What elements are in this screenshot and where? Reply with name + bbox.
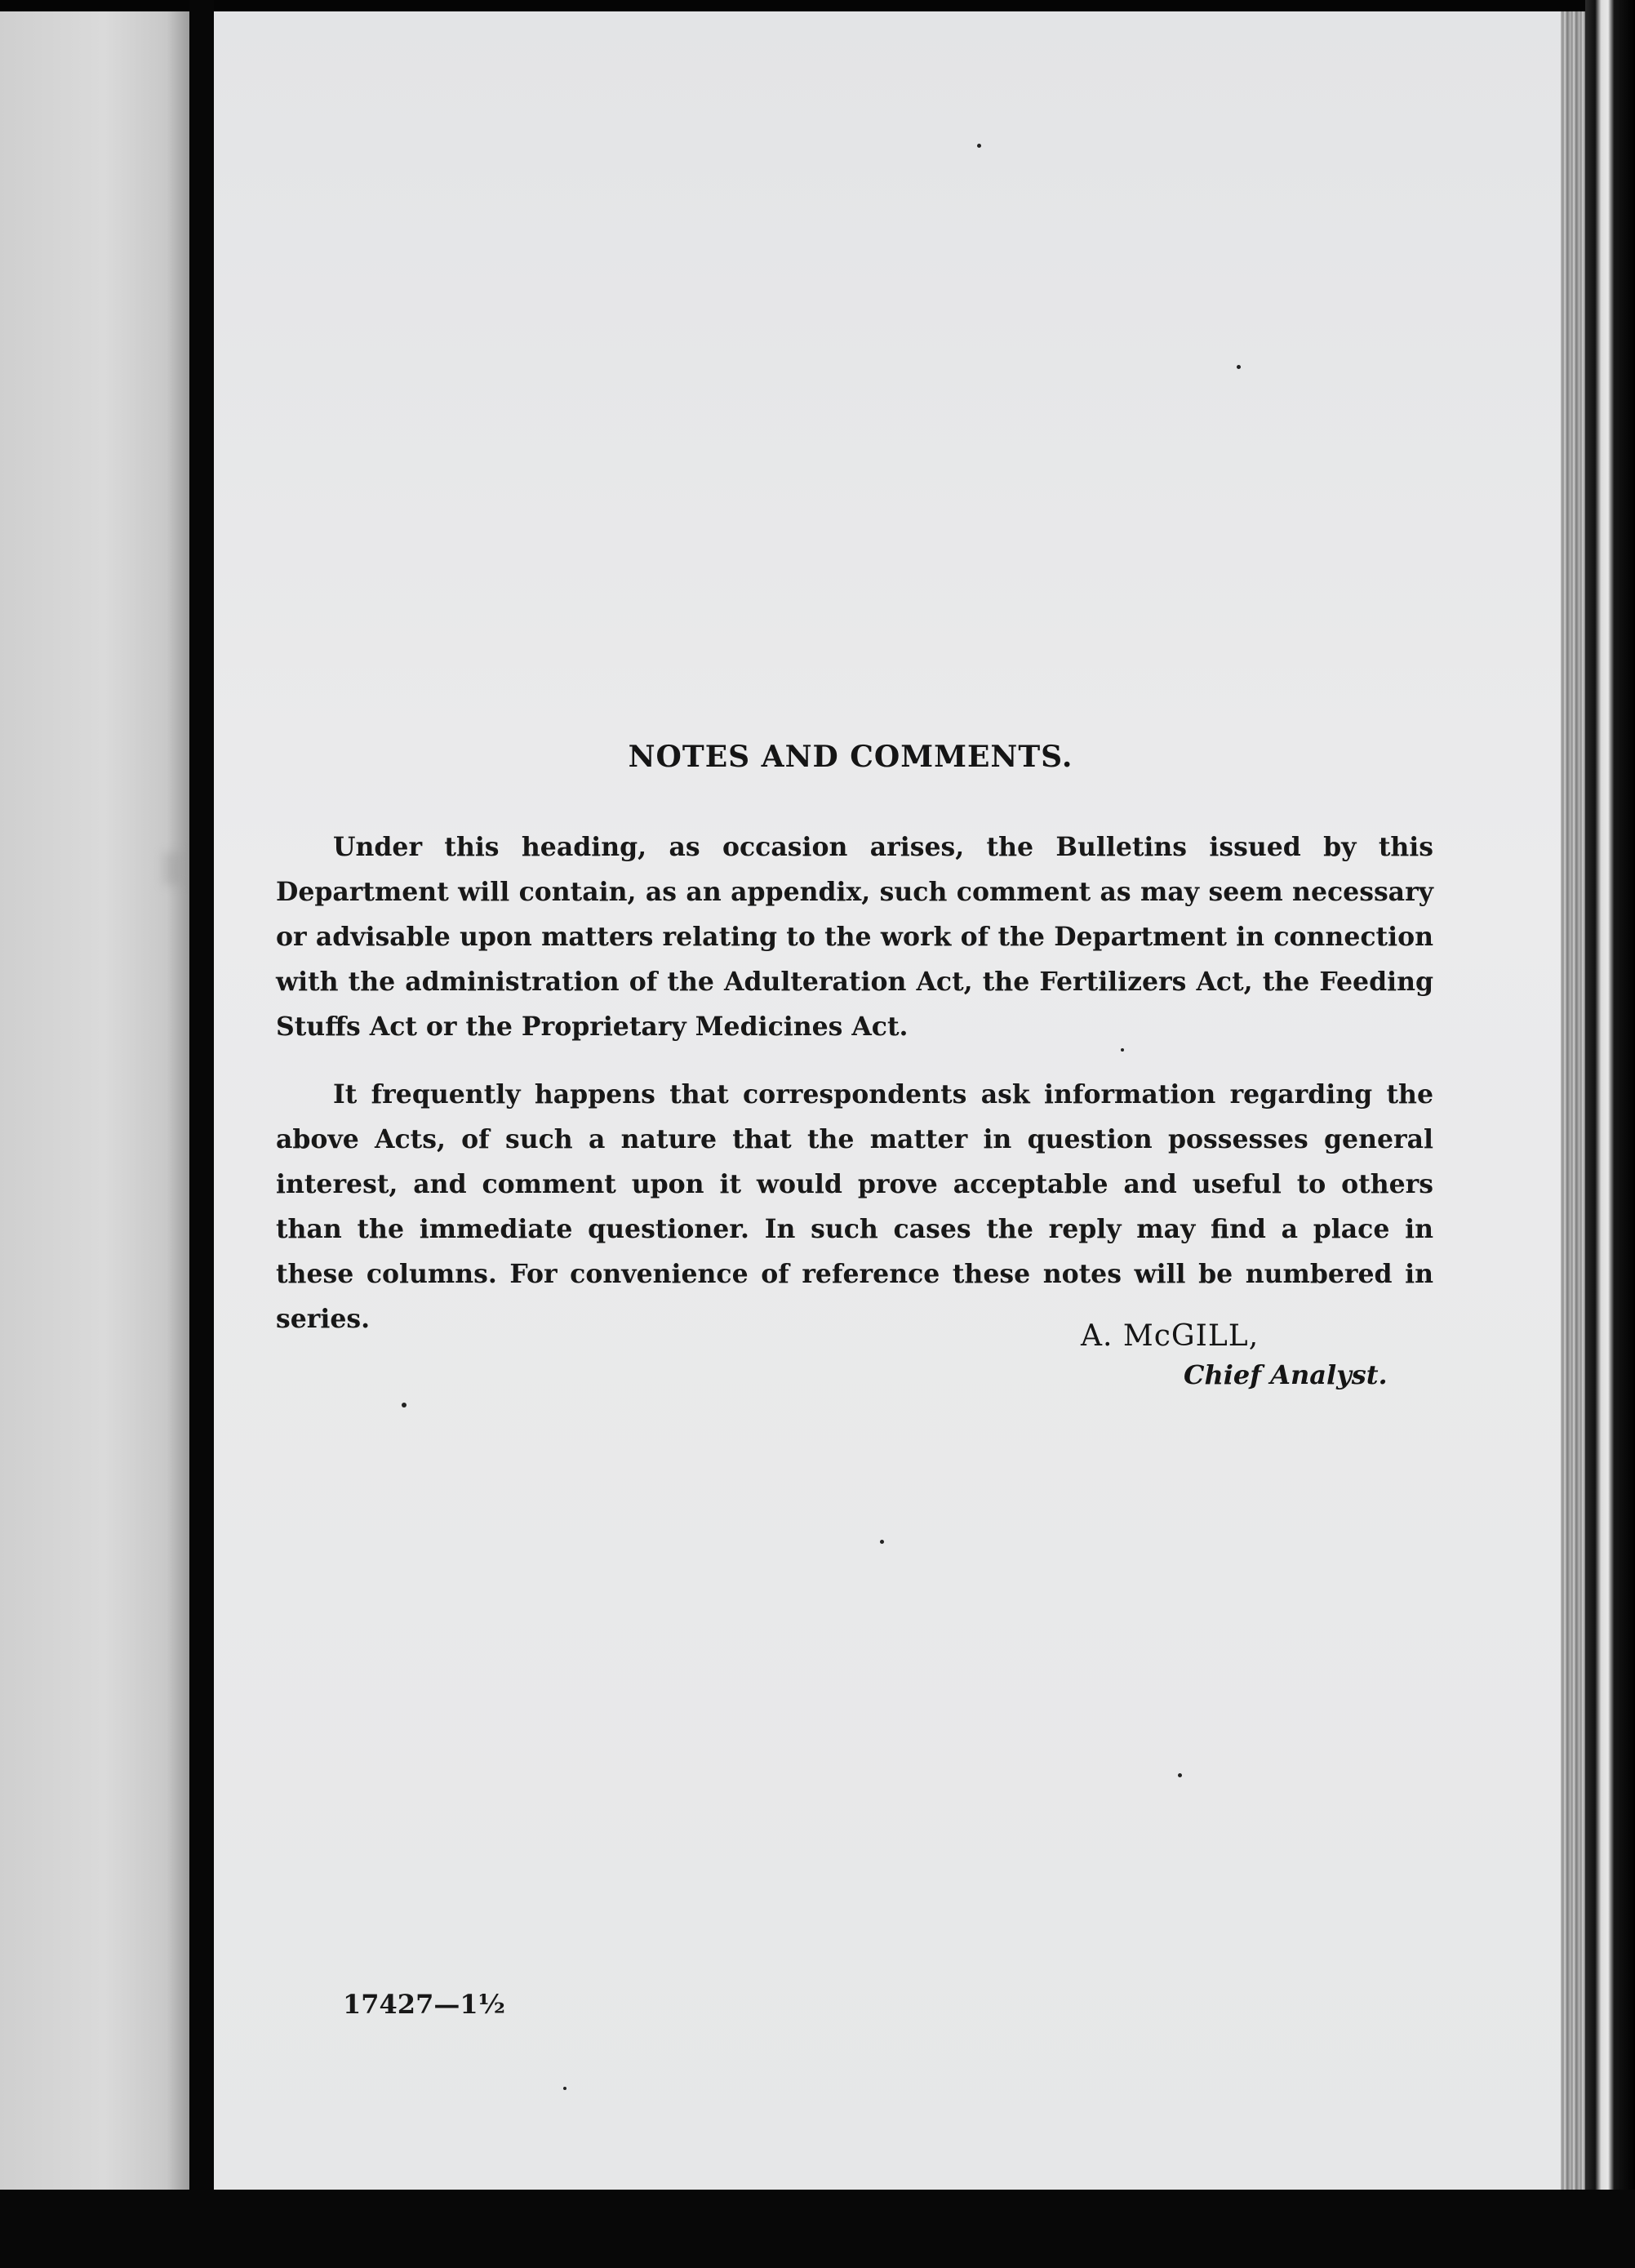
dust-speck [1237,365,1241,369]
book-gutter [189,0,214,2268]
printer-reference-number: 17427—1½ [343,1989,505,2020]
scan-right-border [1585,0,1635,2268]
signatory-name: A. McGILL, [1081,1319,1260,1353]
signatory-title: Chief Analyst. [1184,1359,1388,1390]
paragraph-intro: Under this heading, as occasion arises, the Bulletins issued by this Department will contain, as an appendix, such comment as may seem necessary or advisable upon matters relating to the work of the Department in connection with the administration of the Adulteration Act, the Fertilizers Act, the Feeding Stuffs Act or the Proprietary Medicines Act. [276,832,1433,1042]
ink-bleed-mark [163,852,183,885]
dust-speck [977,144,981,148]
section-heading: NOTES AND COMMENTS. [628,740,1073,774]
dust-speck [402,1403,407,1407]
body-text [276,825,1433,1364]
scan-bottom-border [0,2190,1635,2268]
scan-top-border [0,0,1635,11]
facing-page-edge [0,11,189,2196]
signature-block [1061,1319,1437,1390]
page-stack-edge [1561,11,1585,2190]
dust-speck [1178,1773,1182,1777]
paragraph-correspondence: It frequently happens that correspondents ask information regarding the above Acts, of such a nature that the matter in question possesses general interest, and comment upon it would prove acceptable and useful to others than the immediate questioner. In such cases the reply may find a place in these columns. For convenience of reference these notes will be numbered in series. [276,1079,1433,1334]
dust-speck [563,2087,566,2090]
dust-speck [880,1540,884,1544]
